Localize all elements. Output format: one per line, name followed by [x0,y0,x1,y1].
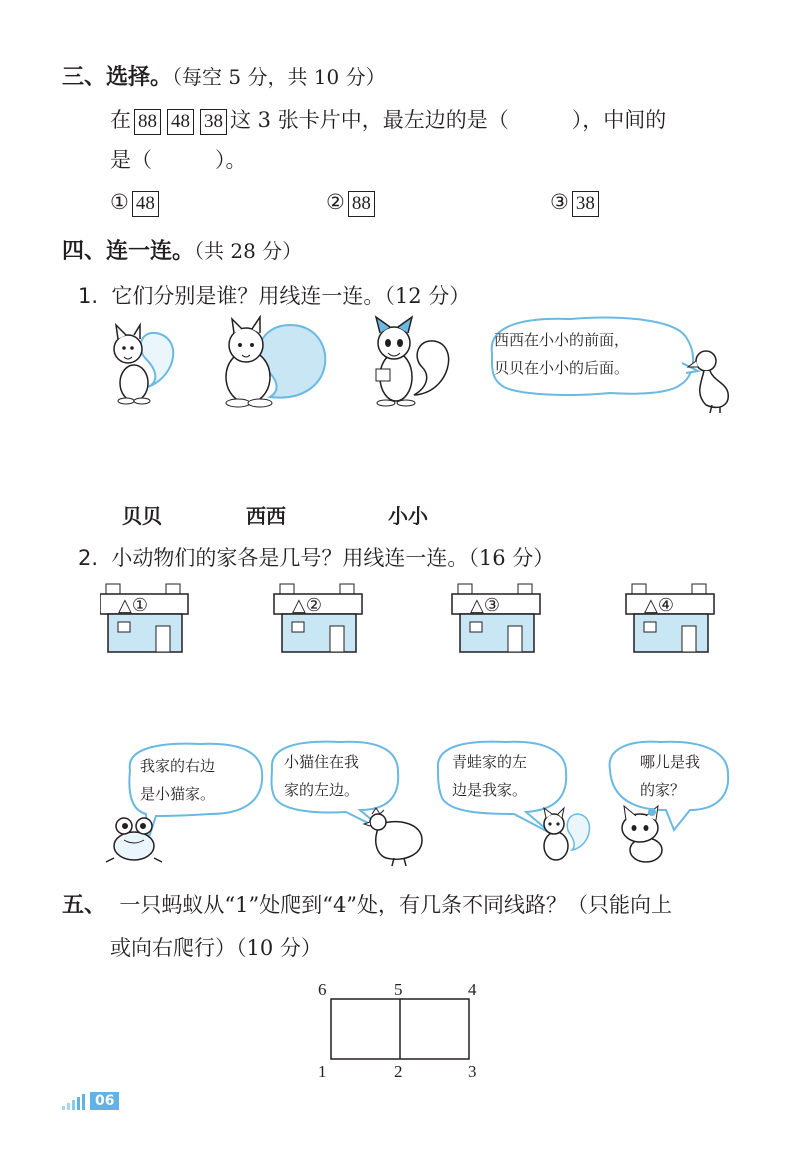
q1-text: 它们分别是谁？用线连一连。（12 分） [111,284,471,308]
house-3-label[interactable]: △③ [470,595,500,616]
option-3[interactable] [550,190,602,217]
q2-number: 2. [78,546,99,570]
house-4-label[interactable]: △④ [644,595,674,616]
section-3-title [62,60,386,91]
hen-bubble-line-2: 家的左边。 [284,781,360,799]
cat-icon [622,806,662,862]
q1-bubble-line-2: 贝贝在小小的后面。 [494,359,630,377]
card-38: 38 [200,109,227,135]
section-5-heading: 五、 [62,893,107,918]
house-2-label[interactable]: △② [292,595,322,616]
cat-bubble-line-1: 哪儿是我 [640,753,701,771]
squirrel-3-icon [376,317,449,406]
card-88: 88 [134,109,161,135]
squirrel-1-icon [114,325,173,404]
option-3-number: ③ [550,190,569,214]
section-4-heading: 四、连一连。 [62,239,195,264]
section-5-text-1: 一只蚂蚁从“1”处爬到“4”处，有几条不同线路？（只能向上 [119,893,673,917]
option-1-card: 48 [132,191,159,217]
question-mid: 这 3 张卡片中，最左边的是（ ），中间的 [230,108,667,132]
point-4: 4 [468,980,477,999]
hen-bubble-line-1: 小猫住在我 [284,753,360,771]
page-footer [62,1092,119,1110]
point-1: 1 [318,1062,327,1081]
path-grid-diagram [330,998,472,1062]
section-4-title [62,234,302,265]
name-xixi[interactable]: 西西 [246,504,286,528]
point-3: 3 [468,1062,477,1081]
q1-bubble-text [494,326,629,382]
frog-bubble-text [140,752,215,808]
option-1-number: ① [110,190,129,214]
squirrel-bubble-line-2: 边是我家。 [452,781,528,799]
option-2-card: 88 [348,191,375,217]
squirrels-illustration [100,315,800,425]
signal-bars-icon [62,1092,90,1110]
q1-number: 1. [78,284,99,308]
hen-icon [364,808,422,866]
q2-text: 小动物们的家各是几号？用线连一连。（16 分） [111,546,555,570]
section-3-question-line2: 是（ ）。 [110,148,247,172]
option-2[interactable] [326,190,378,217]
q2-prompt [78,542,554,572]
squirrel-2-icon [226,317,325,407]
frog-bubble-line-1: 我家的右边 [140,757,216,775]
name-xiaoxiao[interactable]: 小小 [388,504,428,528]
section-3-question-line1 [110,104,666,135]
point-2: 2 [394,1062,403,1081]
cat-bubble-text [640,748,700,804]
option-1[interactable] [110,190,162,217]
section-3-score-note: （每空 5 分，共 10 分） [172,65,386,89]
option-3-card: 38 [572,191,599,217]
cat-bubble-line-2: 的家？ [640,781,686,799]
frog-bubble-line-2: 是小猫家。 [140,785,216,803]
hen-bubble-text [284,748,359,804]
section-4-score-note: （共 28 分） [194,239,303,263]
card-48: 48 [167,109,194,135]
small-squirrel-icon [544,808,589,860]
option-2-number: ② [326,190,345,214]
page-number: 06 [90,1092,119,1110]
houses-illustration [100,580,740,660]
section-5-line1 [62,888,672,919]
q1-prompt [78,280,470,310]
squirrel-bubble-text [452,748,527,804]
q1-bubble-line-1: 西西在小小的前面， [494,331,630,349]
section-3-heading: 三、选择。 [62,65,173,90]
section-5-line2: 或向右爬行）（10 分） [110,936,322,960]
squirrel-bubble-line-1: 青蛙家的左 [452,753,528,771]
house-1-label[interactable]: △① [118,595,148,616]
point-5: 5 [394,980,403,999]
point-6: 6 [318,980,327,999]
name-beibei[interactable]: 贝贝 [122,504,162,528]
question-prefix: 在 [110,108,131,132]
